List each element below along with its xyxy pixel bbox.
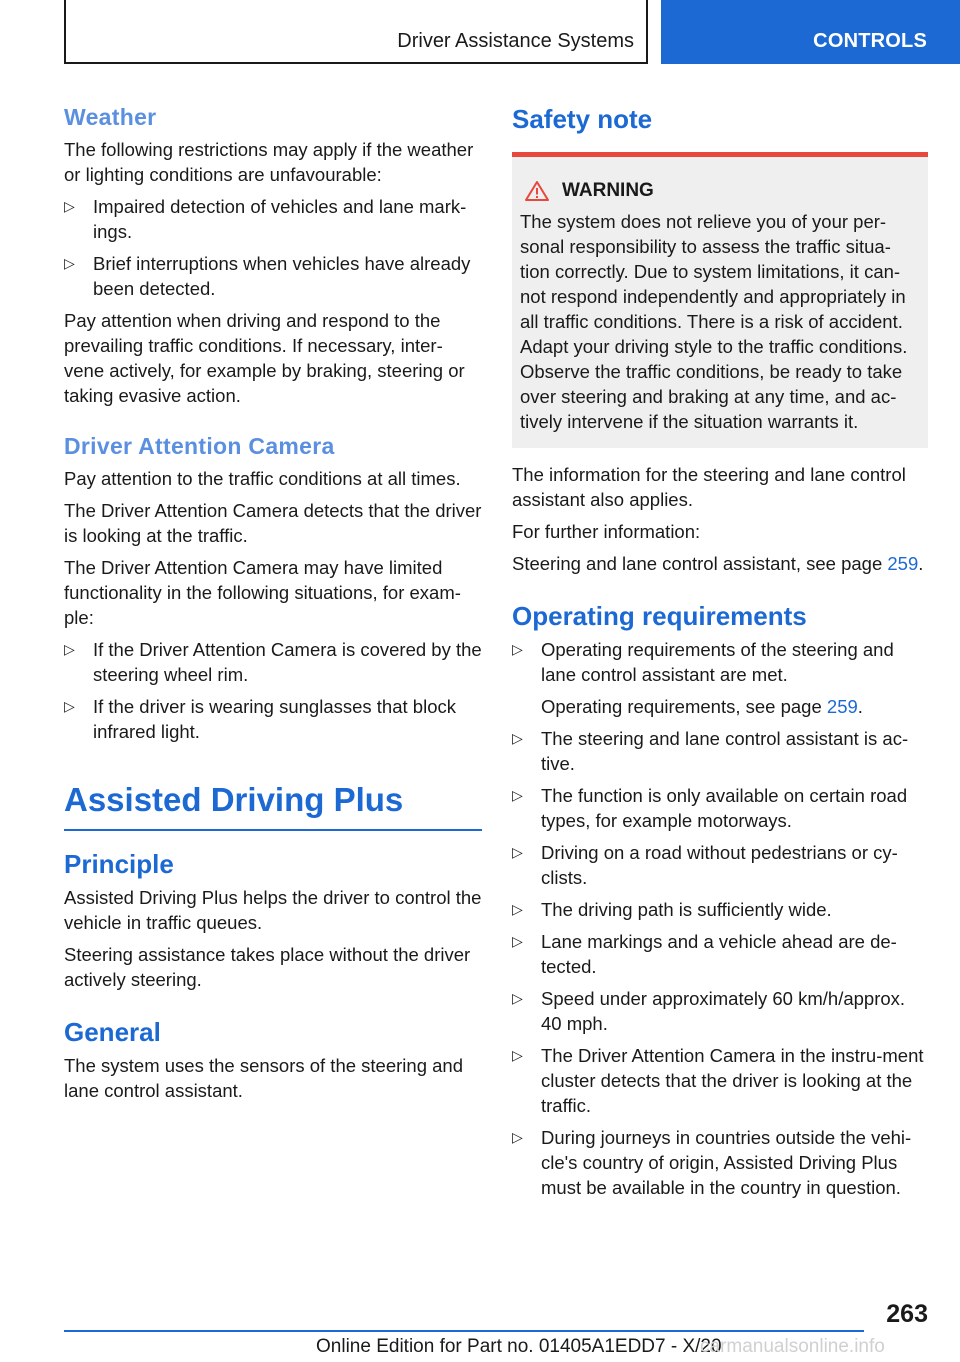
heading-safety-note: Safety note	[512, 104, 653, 134]
list-item: ▷ Driving on a road without pedestrians or cy-clists.	[512, 842, 898, 888]
camera-p2: The Driver Attention Camera detects that the driver is looking at the traffic.	[64, 500, 482, 546]
weather-list	[64, 194, 482, 301]
triangle-bullet-icon: ▷	[512, 990, 523, 1006]
triangle-bullet-icon: ▷	[64, 198, 75, 214]
weather-outro: Pay attention when driving and respond to the prevailing traffic conditions. If necessary, inter-vene actively, for example by braking, steering or taking evasive action.	[64, 310, 465, 406]
safety-p1: The information for the steering and lane control assistant also applies.	[512, 464, 906, 510]
triangle-bullet-icon: ▷	[512, 641, 523, 657]
camera-p1: Pay attention to the traffic conditions at all times.	[64, 468, 461, 489]
list-item: ▷ The steering and lane control assistant is ac-tive.	[512, 728, 909, 774]
page-link-259[interactable]: 259	[826, 696, 858, 717]
principle-p2: Steering assistance takes place without the driver actively steering.	[64, 944, 471, 990]
warning-label: WARNING	[562, 180, 654, 201]
list-item: ▷ Impaired detection of vehicles and lane mark-ings.	[64, 196, 467, 242]
page-number: 263	[886, 1300, 928, 1328]
warning-header	[520, 179, 920, 203]
list-item-subnote: Operating requirements, see page 259.	[541, 696, 863, 717]
safety-p2: For further information:	[512, 521, 701, 542]
list-item: ▷ The function is only available on certain road types, for example motorways.	[512, 785, 908, 831]
chapter-tab-label: CONTROLS	[813, 30, 927, 52]
section-title: Driver Assistance Systems	[397, 30, 634, 52]
triangle-bullet-icon: ▷	[512, 901, 523, 917]
triangle-bullet-icon: ▷	[512, 1129, 523, 1145]
edition-text: Online Edition for Part no. 01405A1EDD7 - X/20	[316, 1336, 722, 1357]
list-item: ▷ During journeys in countries outside the vehi-cle's country of origin, Assisted Driving Plus must be available in the country in question.	[512, 1127, 912, 1198]
watermark: carmanualsonline.info	[700, 1336, 885, 1357]
list-item: ▷ The driving path is sufficiently wide.	[512, 899, 832, 920]
right-column	[512, 100, 928, 1207]
weather-intro: The following restrictions may apply if the weather or lighting conditions are unfavourable:	[64, 139, 474, 185]
requirements-list	[512, 637, 928, 1200]
principle-p1: Assisted Driving Plus helps the driver to control the vehicle in traffic queues.	[64, 887, 482, 933]
triangle-bullet-icon: ▷	[64, 641, 75, 657]
list-item: ▷ Speed under approximately 60 km/h/approx. 40 mph.	[512, 988, 906, 1034]
warning-triangle-icon	[524, 180, 550, 202]
list-item: ▷ Lane markings and a vehicle ahead are de-tected.	[512, 931, 897, 977]
heading-general: General	[64, 1017, 161, 1047]
triangle-bullet-icon: ▷	[512, 787, 523, 803]
general-p1: The system uses the sensors of the steering and lane control assistant.	[64, 1055, 463, 1101]
camera-list	[64, 637, 482, 744]
triangle-bullet-icon: ▷	[512, 933, 523, 949]
triangle-bullet-icon: ▷	[512, 844, 523, 860]
footer-divider	[64, 1330, 864, 1332]
page-link-259[interactable]: 259	[887, 553, 919, 574]
heading-weather: Weather	[64, 104, 157, 130]
triangle-bullet-icon: ▷	[64, 698, 75, 714]
warning-box	[512, 152, 928, 448]
heading-operating-requirements: Operating requirements	[512, 601, 807, 631]
safety-p3: Steering and lane control assistant, see page 259.	[512, 553, 924, 574]
list-item: ▷ Brief interruptions when vehicles have already been detected.	[64, 253, 471, 299]
triangle-bullet-icon: ▷	[512, 1047, 523, 1063]
warning-text: The system does not relieve you of your per-sonal responsibility to assess the traffic situa-tion correctly. Due to system limitations, it can-not respond independently and appropriately in all traffic conditions. There is a risk of accident. Adapt your driving style to the traffic conditions. Observe the traffic conditions, be ready to take over steering and braking at any time, and ac-tively intervene if the situation warrants it.	[520, 211, 908, 432]
heading-driver-attention-camera: Driver Attention Camera	[64, 433, 335, 459]
left-column	[64, 100, 482, 1110]
list-item: ▷ If the driver is wearing sunglasses that block infrared light.	[64, 696, 456, 742]
list-item: ▷ The Driver Attention Camera in the instru-ment cluster detects that the driver is looking at the traffic.	[512, 1045, 924, 1116]
chapter-tab-controls[interactable]	[661, 0, 960, 64]
triangle-bullet-icon: ▷	[512, 730, 523, 746]
camera-p3: The Driver Attention Camera may have limited functionality in the following situations, for exam-ple:	[64, 557, 461, 628]
list-item: ▷ Operating requirements of the steering and lane control assistant are met. Operating requirements, see page 259.	[512, 637, 928, 719]
heading-assisted-driving-plus: Assisted Driving Plus	[64, 775, 482, 831]
triangle-bullet-icon: ▷	[64, 255, 75, 271]
header-frame	[64, 0, 648, 64]
heading-principle: Principle	[64, 849, 174, 879]
list-item: ▷ If the Driver Attention Camera is covered by the steering wheel rim.	[64, 639, 482, 685]
